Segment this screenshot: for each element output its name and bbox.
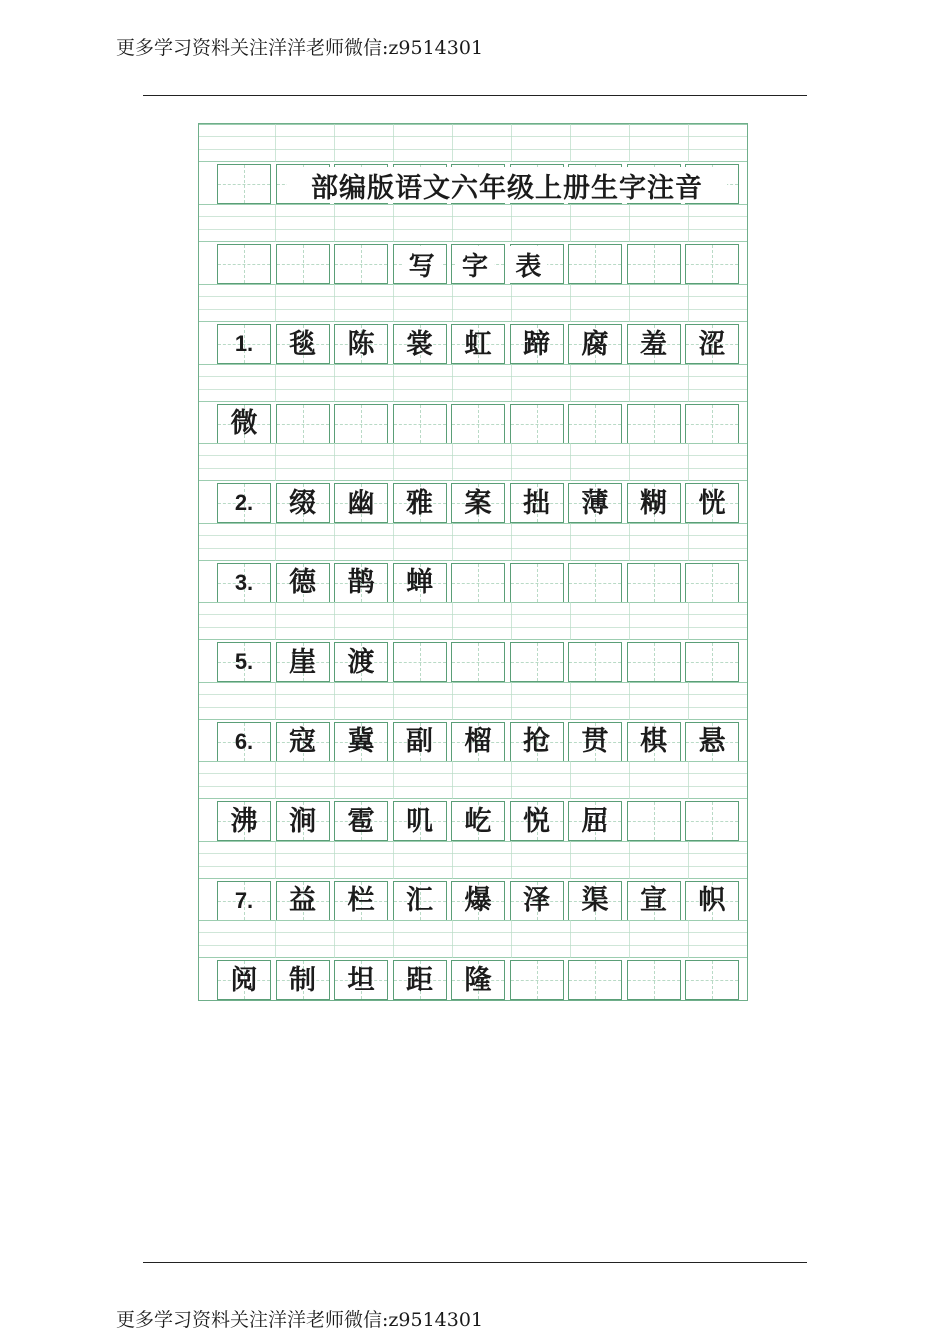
pinyin-band bbox=[199, 761, 747, 799]
character-cell bbox=[217, 722, 271, 762]
character-row bbox=[217, 642, 744, 682]
character-text: 帜 bbox=[698, 885, 726, 916]
character-text: 鹊 bbox=[347, 567, 375, 598]
character-row bbox=[217, 324, 744, 364]
grid-cell bbox=[276, 244, 330, 284]
character-cell bbox=[568, 404, 622, 444]
character-text: 爆 bbox=[464, 885, 492, 916]
character-cell bbox=[685, 483, 739, 523]
character-cell bbox=[568, 722, 622, 762]
character-text: 蹄 bbox=[523, 328, 550, 360]
character-cell bbox=[276, 960, 330, 1000]
character-cell bbox=[451, 563, 505, 603]
character-cell bbox=[510, 483, 564, 523]
character-cell bbox=[276, 722, 330, 762]
pinyin-band bbox=[199, 124, 747, 162]
character-text: 1. bbox=[234, 331, 254, 356]
character-cell bbox=[393, 960, 447, 1000]
character-cell bbox=[451, 404, 505, 444]
grid-cell bbox=[334, 244, 388, 284]
character-cell bbox=[334, 722, 388, 762]
sheet-subtitle bbox=[395, 246, 555, 282]
character-cell bbox=[334, 483, 388, 523]
character-text: 羞 bbox=[640, 328, 667, 360]
character-text: 泽 bbox=[523, 885, 550, 916]
character-cell bbox=[568, 801, 622, 841]
character-text: 制 bbox=[289, 964, 316, 996]
character-text: 5. bbox=[234, 649, 254, 674]
subtitle-char: 字 bbox=[456, 246, 494, 283]
character-cell bbox=[627, 404, 681, 444]
character-text: 幽 bbox=[347, 487, 375, 519]
character-cell bbox=[217, 324, 271, 364]
character-cell bbox=[393, 404, 447, 444]
character-text: 微 bbox=[230, 408, 258, 439]
character-cell bbox=[510, 404, 564, 444]
character-text: 沸 bbox=[230, 805, 258, 837]
character-text: 3. bbox=[234, 569, 254, 595]
character-text: 涩 bbox=[698, 328, 726, 360]
character-cell bbox=[685, 642, 739, 682]
character-cell bbox=[276, 642, 330, 682]
character-text: 7. bbox=[234, 887, 254, 913]
character-text: 寇 bbox=[289, 726, 316, 757]
character-cell bbox=[510, 960, 564, 1000]
character-text: 涧 bbox=[289, 805, 316, 837]
character-practice-sheet bbox=[198, 123, 748, 1001]
grid-cell bbox=[627, 244, 681, 284]
character-cell bbox=[276, 404, 330, 444]
character-text: 案 bbox=[464, 487, 492, 519]
character-row bbox=[217, 722, 744, 762]
character-cell bbox=[627, 642, 681, 682]
character-cell bbox=[627, 960, 681, 1000]
character-cell bbox=[510, 563, 564, 603]
character-cell bbox=[510, 881, 564, 921]
character-cell bbox=[685, 960, 739, 1000]
character-row bbox=[217, 881, 744, 921]
pinyin-band bbox=[199, 284, 747, 322]
character-cell bbox=[510, 324, 564, 364]
character-text: 栏 bbox=[347, 885, 375, 916]
character-text: 德 bbox=[289, 567, 316, 598]
character-cell bbox=[393, 483, 447, 523]
character-row bbox=[217, 563, 744, 603]
character-text: 悦 bbox=[523, 805, 550, 837]
character-text: 裳 bbox=[406, 328, 433, 360]
character-cell bbox=[393, 563, 447, 603]
grid-cell bbox=[685, 244, 739, 284]
character-cell bbox=[685, 801, 739, 841]
pinyin-band bbox=[199, 602, 747, 640]
character-text: 屈 bbox=[581, 805, 609, 837]
character-cell bbox=[685, 404, 739, 444]
character-cell bbox=[217, 404, 271, 444]
character-cell bbox=[451, 722, 505, 762]
character-cell bbox=[627, 563, 681, 603]
character-cell bbox=[393, 801, 447, 841]
character-cell bbox=[568, 563, 622, 603]
page-footer: 更多学习资料关注洋洋老师微信:z9514301 bbox=[116, 1309, 484, 1331]
pinyin-band bbox=[199, 364, 747, 402]
sheet-title: 部编版语文六年级上册生字注音 bbox=[287, 167, 727, 203]
character-cell bbox=[685, 563, 739, 603]
subtitle-char: 写 bbox=[403, 246, 441, 283]
character-cell bbox=[276, 324, 330, 364]
character-text: 冀 bbox=[347, 726, 375, 757]
subtitle-char: 表 bbox=[509, 246, 547, 283]
character-cell bbox=[276, 483, 330, 523]
character-cell bbox=[510, 642, 564, 682]
character-cell bbox=[217, 801, 271, 841]
character-cell bbox=[568, 881, 622, 921]
character-text: 屹 bbox=[464, 805, 492, 837]
character-text: 阅 bbox=[230, 964, 258, 996]
character-cell bbox=[627, 324, 681, 364]
character-cell bbox=[334, 324, 388, 364]
character-cell bbox=[685, 722, 739, 762]
character-text: 悬 bbox=[698, 726, 726, 757]
character-text: 缀 bbox=[289, 487, 316, 519]
character-text: 棋 bbox=[640, 726, 667, 757]
character-cell bbox=[217, 960, 271, 1000]
character-cell bbox=[451, 801, 505, 841]
character-cell bbox=[334, 960, 388, 1000]
character-cell bbox=[627, 483, 681, 523]
character-cell bbox=[334, 404, 388, 444]
character-cell bbox=[217, 483, 271, 523]
character-cell bbox=[217, 563, 271, 603]
pinyin-band bbox=[199, 523, 747, 561]
character-cell bbox=[627, 881, 681, 921]
character-text: 坦 bbox=[347, 964, 375, 996]
character-text: 薄 bbox=[581, 487, 609, 519]
character-text: 隆 bbox=[464, 964, 492, 996]
character-cell bbox=[276, 881, 330, 921]
character-cell bbox=[451, 881, 505, 921]
character-cell bbox=[334, 642, 388, 682]
character-cell bbox=[334, 881, 388, 921]
character-text: 雹 bbox=[347, 805, 375, 837]
character-cell bbox=[451, 960, 505, 1000]
character-text: 渠 bbox=[581, 885, 609, 916]
character-text: 拙 bbox=[523, 487, 550, 519]
grid-cell bbox=[217, 164, 271, 204]
character-row bbox=[217, 960, 744, 1000]
grid-cell bbox=[568, 244, 622, 284]
character-text: 益 bbox=[289, 885, 316, 916]
character-row bbox=[217, 801, 744, 841]
character-text: 崖 bbox=[289, 646, 316, 678]
pinyin-band bbox=[199, 682, 747, 720]
character-text: 虹 bbox=[464, 328, 492, 360]
character-text: 2. bbox=[234, 490, 254, 515]
character-cell bbox=[334, 801, 388, 841]
grid-cell bbox=[217, 244, 271, 284]
character-text: 恍 bbox=[698, 487, 726, 519]
pinyin-band bbox=[199, 443, 747, 481]
footer-rule bbox=[143, 1262, 807, 1263]
character-text: 6. bbox=[234, 728, 254, 754]
character-cell bbox=[393, 722, 447, 762]
character-cell bbox=[276, 563, 330, 603]
pinyin-band bbox=[199, 920, 747, 958]
character-cell bbox=[627, 801, 681, 841]
character-text: 叽 bbox=[406, 805, 433, 837]
character-cell bbox=[568, 483, 622, 523]
character-text: 陈 bbox=[347, 328, 375, 360]
character-text: 抢 bbox=[523, 726, 550, 757]
character-text: 贯 bbox=[581, 726, 609, 757]
pinyin-band bbox=[199, 204, 747, 242]
character-row bbox=[217, 404, 744, 444]
character-cell bbox=[393, 642, 447, 682]
pinyin-band bbox=[199, 841, 747, 879]
character-cell bbox=[393, 324, 447, 364]
header-rule bbox=[143, 95, 807, 96]
character-cell bbox=[217, 642, 271, 682]
character-text: 雅 bbox=[406, 487, 433, 519]
character-text: 腐 bbox=[581, 328, 609, 360]
character-cell bbox=[568, 642, 622, 682]
character-cell bbox=[334, 563, 388, 603]
character-text: 渡 bbox=[347, 646, 375, 678]
character-text: 距 bbox=[406, 964, 433, 996]
character-cell bbox=[510, 801, 564, 841]
page-header: 更多学习资料关注洋洋老师微信:z9514301 bbox=[116, 37, 484, 59]
character-cell bbox=[685, 881, 739, 921]
character-cell bbox=[568, 324, 622, 364]
character-cell bbox=[393, 881, 447, 921]
character-cell bbox=[451, 642, 505, 682]
character-text: 蝉 bbox=[406, 567, 433, 598]
character-text: 毯 bbox=[289, 328, 316, 360]
character-text: 糊 bbox=[640, 487, 667, 519]
character-cell bbox=[627, 722, 681, 762]
character-cell bbox=[685, 324, 739, 364]
character-text: 汇 bbox=[406, 885, 433, 916]
character-text: 宣 bbox=[640, 885, 667, 916]
character-text: 副 bbox=[406, 726, 433, 757]
character-cell bbox=[510, 722, 564, 762]
character-cell bbox=[451, 324, 505, 364]
character-cell bbox=[568, 960, 622, 1000]
character-text: 榴 bbox=[464, 726, 492, 757]
character-cell bbox=[276, 801, 330, 841]
character-row bbox=[217, 483, 744, 523]
character-cell bbox=[217, 881, 271, 921]
character-cell bbox=[451, 483, 505, 523]
